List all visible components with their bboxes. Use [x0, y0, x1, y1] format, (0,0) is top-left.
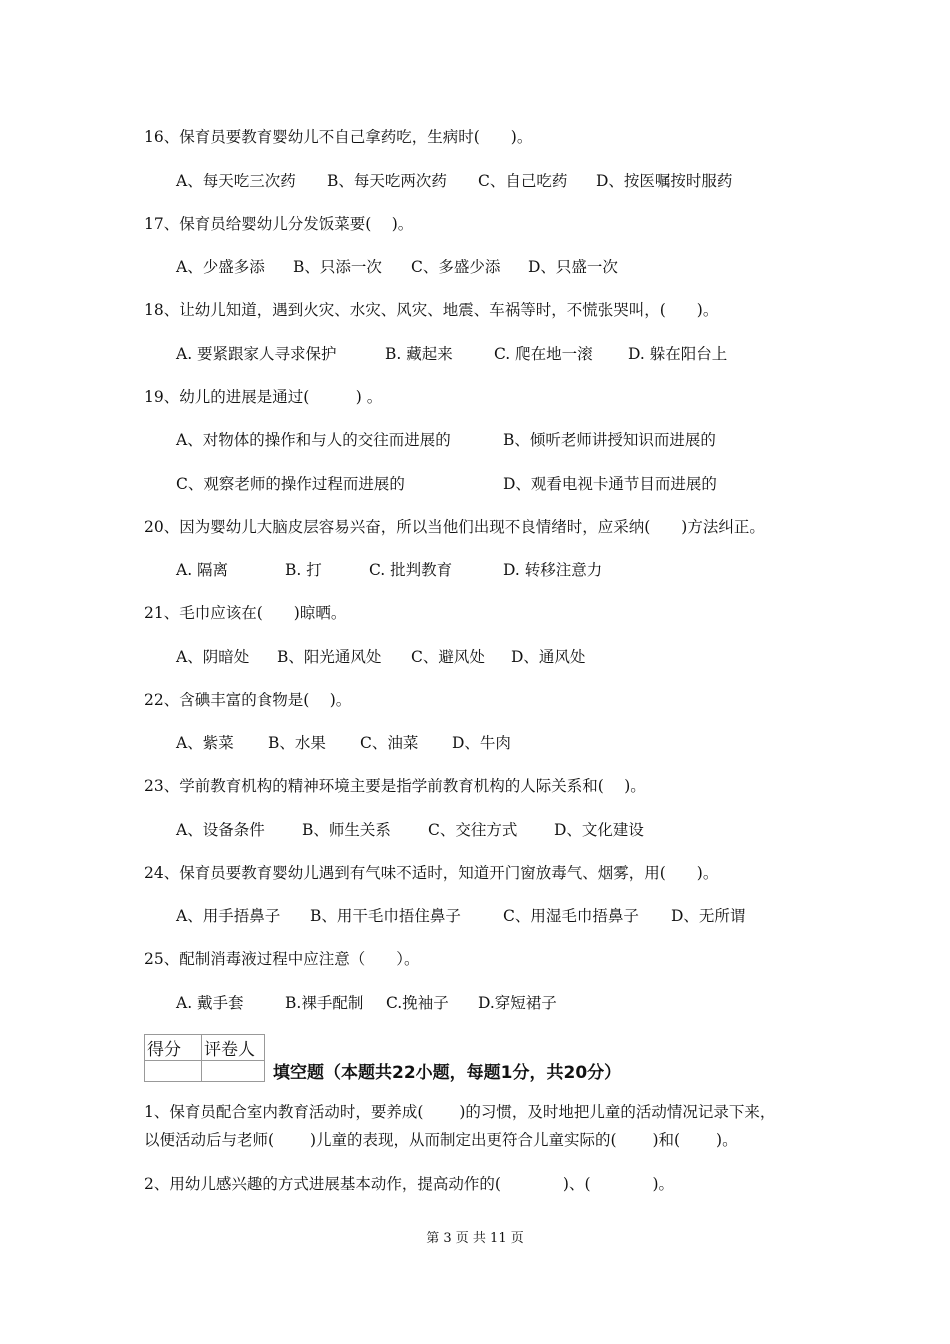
option-c: C. 爬在地一滚	[494, 345, 593, 363]
option-d: D、只盛一次	[528, 258, 618, 276]
option-b: B、用干毛巾捂住鼻子	[310, 907, 461, 925]
question-16-options	[176, 170, 732, 192]
section-title: 填空题（本题共22小题，每题1分，共20分）	[273, 1063, 622, 1083]
score-box	[144, 1034, 265, 1082]
option-a: A、对物体的操作和与人的交往而进展的	[176, 431, 451, 449]
question-23-options	[176, 819, 644, 841]
option-c: C.挽袖子	[386, 994, 449, 1012]
option-d: D. 躲在阳台上	[628, 345, 728, 363]
question-19-options-row1	[176, 429, 716, 451]
option-c: C、油菜	[360, 734, 419, 752]
option-a: A、阴暗处	[176, 648, 250, 666]
question-19-stem: 19、幼儿的进展是通过( ) 。	[144, 388, 383, 406]
score-cell	[145, 1061, 202, 1082]
question-22-stem: 22、含碘丰富的食物是( )。	[144, 691, 352, 709]
option-c: C、交往方式	[428, 821, 518, 839]
question-16-stem: 16、保育员要教育婴幼儿不自己拿药吃，生病时( )。	[144, 128, 533, 146]
option-a: A. 要紧跟家人寻求保护	[176, 345, 337, 363]
question-17-stem: 17、保育员给婴幼儿分发饭菜要( )。	[144, 215, 414, 233]
option-c: C、避风处	[411, 648, 485, 666]
option-c: C、自己吃药	[478, 172, 568, 190]
grader-cell	[202, 1061, 265, 1082]
score-label: 得分	[145, 1035, 202, 1061]
fill-blank-1-line-2: 以便活动后与老师( )儿童的表现，从而制定出更符合儿童实际的( )和( )。	[144, 1131, 738, 1149]
question-18-options	[176, 343, 727, 365]
option-b: B、每天吃两次药	[327, 172, 447, 190]
option-d: D、文化建设	[554, 821, 644, 839]
question-21-options	[176, 646, 585, 668]
question-24-options	[176, 905, 745, 927]
question-20-stem: 20、因为婴幼儿大脑皮层容易兴奋，所以当他们出现不良情绪时，应采纳( )方法纠正。	[144, 518, 765, 536]
option-a: A、每天吃三次药	[176, 172, 296, 190]
option-d: D、牛肉	[452, 734, 511, 752]
question-21-stem: 21、毛巾应该在( )晾晒。	[144, 604, 347, 622]
option-a: A. 戴手套	[176, 994, 244, 1012]
question-22-options	[176, 732, 511, 754]
grader-label: 评卷人	[202, 1035, 265, 1061]
option-d: D. 转移注意力	[503, 561, 603, 579]
option-d: D、无所谓	[671, 907, 746, 925]
option-a: A. 隔离	[176, 561, 229, 579]
option-c: C、多盛少添	[411, 258, 501, 276]
question-19-options-row2	[176, 473, 717, 495]
option-b: B、阳光通风处	[277, 648, 382, 666]
option-c: C、观察老师的操作过程而进展的	[176, 475, 405, 493]
option-c: C、用湿毛巾捂鼻子	[503, 907, 639, 925]
option-a: A、少盛多添	[176, 258, 265, 276]
option-c: C. 批判教育	[369, 561, 453, 579]
question-24-stem: 24、保育员要教育婴幼儿遇到有气味不适时，知道开门窗放毒气、烟雾，用( )。	[144, 864, 719, 882]
option-b: B、水果	[268, 734, 326, 752]
option-a: A、设备条件	[176, 821, 265, 839]
option-b: B.裸手配制	[285, 994, 364, 1012]
option-a: A、用手捂鼻子	[176, 907, 281, 925]
page-footer: 第 3 页 共 11 页	[426, 1231, 524, 1246]
option-a: A、紫菜	[176, 734, 234, 752]
option-b: B. 打	[285, 561, 322, 579]
option-d: D、观看电视卡通节目而进展的	[503, 475, 717, 493]
fill-blank-2: 2、用幼儿感兴趣的方式进展基本动作，提高动作的( )、( )。	[144, 1175, 675, 1193]
question-20-options	[176, 559, 602, 581]
option-b: B、倾听老师讲授知识而进展的	[503, 431, 716, 449]
option-d: D、通风处	[511, 648, 586, 666]
option-b: B. 藏起来	[385, 345, 453, 363]
question-25-stem: 25、配制消毒液过程中应注意（ ）。	[144, 950, 420, 968]
option-b: B、只添一次	[293, 258, 382, 276]
fill-blank-1-line-1: 1、保育员配合室内教育活动时，要养成( )的习惯，及时地把儿童的活动情况记录下来，	[144, 1103, 776, 1121]
option-d: D、按医嘱按时服药	[596, 172, 733, 190]
question-17-options	[176, 256, 618, 278]
option-b: B、师生关系	[302, 821, 391, 839]
question-18-stem: 18、让幼儿知道，遇到火灾、水灾、风灾、地震、车祸等时，不慌张哭叫，( )。	[144, 301, 719, 319]
option-d: D.穿短裙子	[478, 994, 557, 1012]
question-23-stem: 23、学前教育机构的精神环境主要是指学前教育机构的人际关系和( )。	[144, 777, 646, 795]
question-25-options	[176, 992, 557, 1014]
